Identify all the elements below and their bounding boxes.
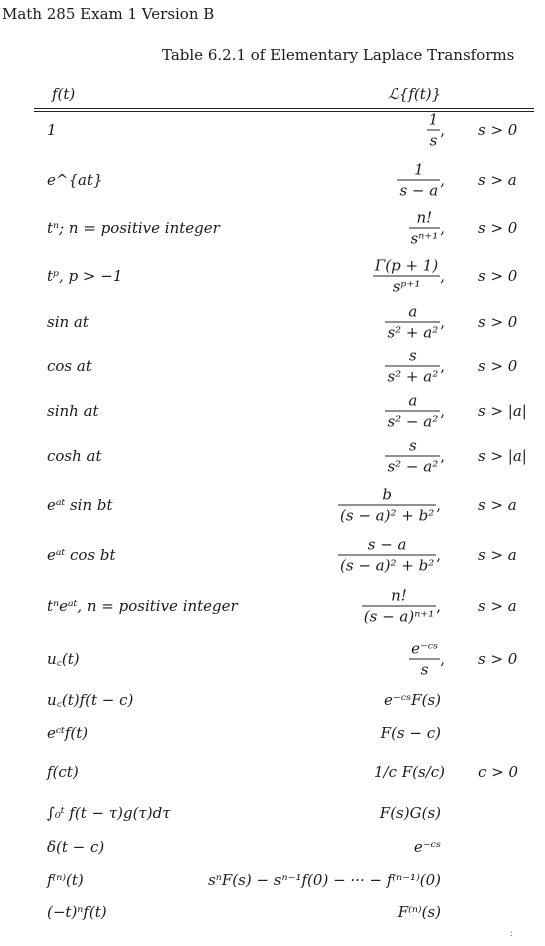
condition-cell: s > a (478, 597, 517, 615)
condition-cell: s > |a| (478, 402, 527, 420)
transform-cell: $\frac{a}{\text{s² − a²}}$ , (387, 391, 445, 431)
denominator: sⁿ⁺¹ (410, 229, 439, 248)
condition-cell: s > 0 (478, 650, 518, 668)
denominator: (s − a)ⁿ⁺¹ (363, 607, 435, 626)
denominator: s² − a² (387, 412, 439, 431)
function-cell: f(ct) (47, 763, 79, 781)
denominator: (s − a)² + b² (340, 506, 435, 525)
function-cell: 1 (47, 121, 57, 139)
transform-cell: $\frac{s}{\text{s² + a²}}$ , (387, 346, 445, 386)
denominator: s − a (399, 181, 439, 200)
denominator: s (420, 660, 429, 679)
transform-cell: F(s − c) (380, 724, 441, 742)
numerator: Γ(p + 1) (374, 256, 439, 275)
column-header-f: f(t) (52, 85, 76, 103)
function-cell: (−t)ⁿf(t) (47, 903, 107, 921)
numerator: a (385, 303, 440, 323)
denominator: (s − a)² + b² (340, 556, 435, 575)
numerator: s (385, 347, 440, 367)
numerator: a (385, 392, 440, 412)
numerator: n! (362, 587, 436, 607)
transform-cell: $\frac{s - a}{\text{(s − a)² + b²}}$ , (340, 535, 441, 575)
transform-cell: sⁿF(s) − sⁿ⁻¹f(0) − ··· − f⁽ⁿ⁻¹⁾(0) (208, 871, 441, 889)
function-cell: eᶜᵗf(t) (47, 724, 89, 742)
transform-cell: $\frac{b}{\text{(s − a)² + b²}}$ , (340, 485, 441, 525)
numerator: n! (409, 209, 441, 229)
function-cell: ∫₀ᵗ f(t − τ)g(τ)dτ (47, 804, 171, 822)
numerator: 1 (397, 161, 440, 181)
condition-cell: s > 0 (478, 313, 518, 331)
function-cell: tⁿeᵃᵗ, n = positive integer (47, 597, 238, 615)
transform-cell: $\frac{\text{e⁻ᶜˢ}}{s}$ , (411, 639, 445, 679)
condition-cell: c > 0 (478, 763, 519, 781)
transform-cell: F⁽ⁿ⁾(s) (397, 903, 441, 921)
transform-cell: $\frac{1}{s - a}$ , (399, 160, 445, 200)
header-rule-double (34, 111, 534, 112)
numerator: s (385, 437, 440, 457)
function-cell: cos at (47, 357, 92, 375)
condition-cell: s > a (478, 496, 517, 514)
transform-cell: F(s)G(s) (379, 804, 441, 822)
transform-cell: $\frac{n!}{\text{(s − a)ⁿ⁺¹}}$ , (363, 586, 441, 626)
numerator: 1 (428, 110, 439, 129)
denominator: sᵖ⁺¹ (392, 277, 421, 296)
numerator: b (338, 486, 436, 506)
transform-cell: 1/c F(s/c) (373, 763, 445, 781)
function-cell: u꜀(t) (47, 650, 80, 668)
condition-cell: s > 0 (478, 267, 518, 285)
condition-cell: s > a (478, 171, 517, 189)
denominator: s (429, 131, 438, 150)
condition-cell: s > 0 (478, 219, 518, 237)
table-title: Table 6.2.1 of Elementary Laplace Transforms (162, 46, 515, 64)
denominator: s² + a² (387, 367, 439, 386)
condition-cell: s > |a| (478, 447, 527, 465)
numerator: e⁻ᶜˢ (411, 639, 439, 658)
function-cell: δ(t − c) (47, 838, 105, 856)
transform-cell: $\frac{1}{s}$ , (428, 110, 445, 150)
function-cell: eᵃᵗ cos bt (47, 546, 116, 564)
transform-cell: e⁻ᶜˢF(s) (384, 691, 441, 709)
function-cell: cosh at (47, 447, 102, 465)
function-cell: sinh at (47, 402, 99, 420)
transform-cell: $\frac{s}{\text{s² − a²}}$ , (387, 436, 445, 476)
denominator: s² + a² (387, 323, 439, 342)
transform-cell: $\frac{\Gamma(p + 1)}{\text{sᵖ⁺¹}}$ , (374, 256, 445, 296)
denominator: s² − a² (387, 457, 439, 476)
column-header-laplace: ℒ{f(t)} (388, 85, 442, 103)
function-cell: f⁽ⁿ⁾(t) (47, 871, 84, 889)
page-header: Math 285 Exam 1 Version B (2, 5, 215, 23)
corner-mark: : (509, 928, 513, 939)
condition-cell: s > 0 (478, 357, 518, 375)
numerator: s − a (338, 536, 436, 556)
transform-cell: $\frac{n!}{\text{sⁿ⁺¹}}$ , (410, 208, 445, 248)
function-cell: tᵖ, p > −1 (47, 267, 123, 285)
condition-cell: s > 0 (478, 121, 518, 139)
function-cell: tⁿ; n = positive integer (47, 219, 220, 237)
condition-cell: s > a (478, 546, 517, 564)
transform-cell: $\frac{a}{\text{s² + a²}}$ , (387, 302, 445, 342)
transform-cell: e⁻ᶜˢ (413, 838, 441, 856)
function-cell: eᵃᵗ sin bt (47, 496, 113, 514)
function-cell: e^{at} (47, 171, 103, 189)
function-cell: u꜀(t)f(t − c) (47, 691, 134, 709)
function-cell: sin at (47, 313, 89, 331)
header-rule (34, 108, 534, 109)
